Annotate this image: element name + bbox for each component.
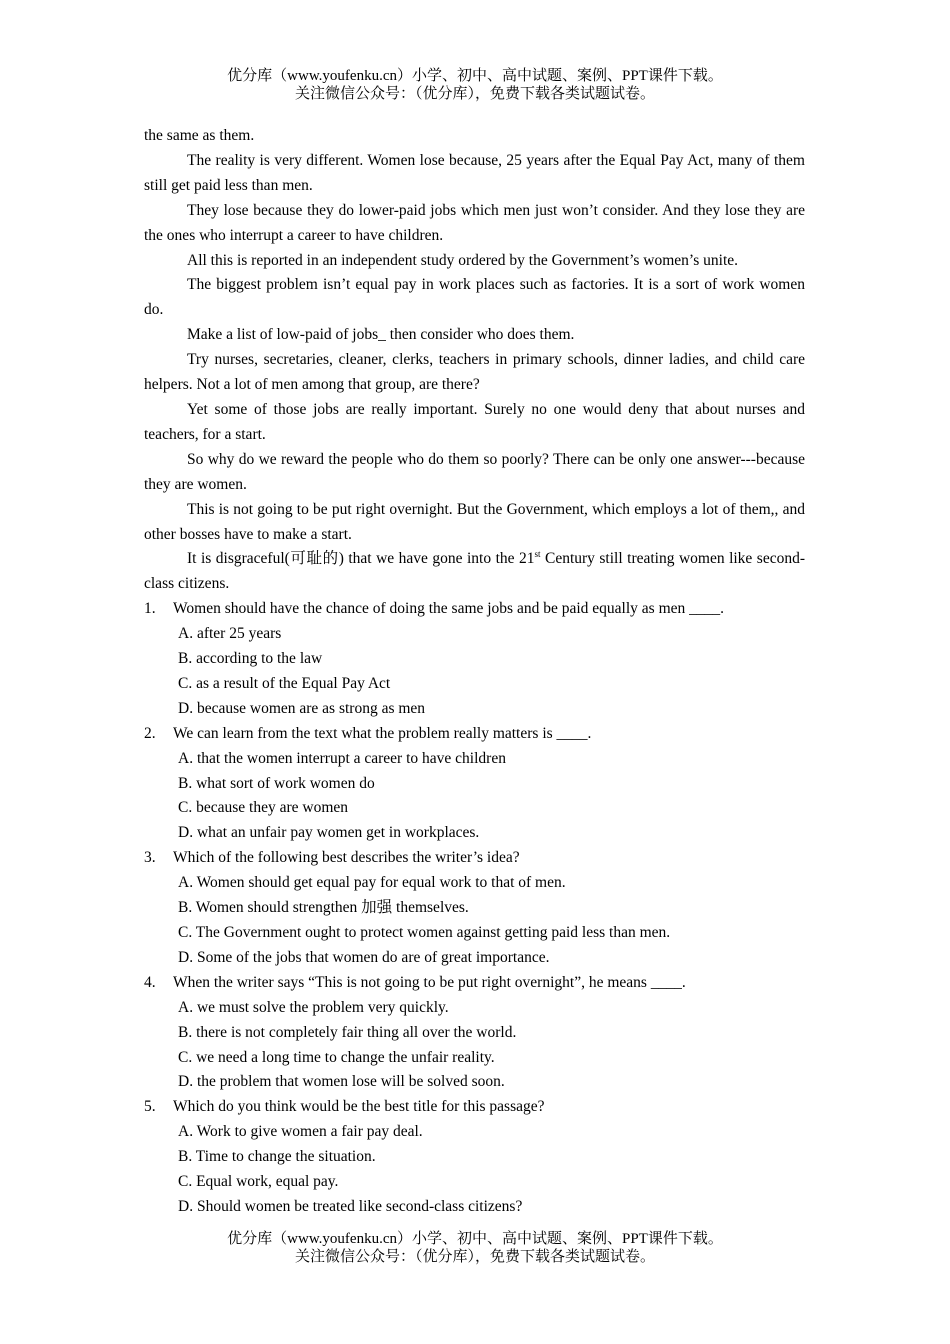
question-5 [144,1095,805,1220]
header-line-1: 优分库（www.youfenku.cn）小学、初中、高中试题、案例、PPT课件下载。 [227,68,723,84]
option-b: B. Time to change the situation. [178,1148,376,1166]
option-a: A. that the women interrupt a career to have children [178,749,506,767]
option-b: B. what sort of work women do [178,774,375,792]
option-c: C. we need a long time to change the unfair reality. [178,1048,495,1066]
question-number: 1. [144,600,156,618]
option-c: C. because they are women [178,799,349,817]
passage-paragraph-9: This is not going to be put right overnight. But the Government, which employs a lot of them,, and other bosses have to make a start. [144,500,805,543]
passage-paragraph-8: So why do we reward the people who do them so poorly? There can be only one answer---because they are women. [144,450,805,493]
option-d: D. the problem that women lose will be solved soon. [178,1073,505,1091]
option-a: A. Work to give women a fair pay deal. [178,1123,423,1141]
option-c: C. The Government ought to protect women against getting paid less than men. [178,924,671,941]
footer-line-2: 关注微信公众号：（优分库），免费下载各类试题试卷。 [294,1249,655,1265]
passage-paragraph-6: Try nurses, secretaries, cleaner, clerks, teachers in primary schools, dinner ladies, and child care helpers. Not a lot of men among that group, are there? [144,351,805,394]
option-a: A. Women should get equal pay for equal work to that of men. [178,874,566,892]
option-d: D. Should women be treated like second-class citizens? [178,1197,523,1215]
question-4 [144,971,805,1096]
option-b: B. there is not completely fair thing all over the world. [178,1023,517,1041]
footer-line-1: 优分库（www.youfenku.cn）小学、初中、高中试题、案例、PPT课件下载。 [227,1231,723,1247]
question-stem: We can learn from the text what the problem really matters is ____. [173,724,592,742]
passage-paragraph-7: Yet some of those jobs are really important. Surely no one would deny that about nurses and teachers, for a start. [144,400,805,443]
option-d: D. what an unfair pay women get in workplaces. [178,824,480,842]
reading-passage [144,124,805,597]
option-a: A. we must solve the problem very quickly. [178,998,449,1016]
option-a: A. after 25 years [178,625,282,643]
question-stem: Which do you think would be the best title for this passage? [173,1098,545,1116]
question-list [144,597,805,1220]
paragraph-10-end: Century still treating women like second-class citizens. [144,550,805,593]
document-body [144,124,805,1220]
question-stem: Which of the following best describes the writer’s idea? [173,849,520,867]
passage-paragraph-2: They lose because they do lower-paid jobs which men just won’t consider. And they lose they are the ones who interrupt a career to have children. [144,201,805,244]
option-d: D. because women are as strong as men [178,699,426,717]
passage-paragraph-1: The reality is very different. Women lose because, 25 years after the Equal Pay Act, many of them still get paid less than men. [144,151,805,194]
option-d: D. Some of the jobs that women do are of great importance. [178,948,550,966]
question-number: 5. [144,1098,156,1116]
passage-paragraph-3: All this is reported in an independent study ordered by the Government’s women’s unite. [187,251,738,269]
question-2 [144,722,805,847]
option-c: C. Equal work, equal pay. [178,1173,339,1191]
question-stem: When the writer says “This is not going to be put right overnight”, he means ____. [173,973,686,991]
page-header [0,67,950,103]
question-number: 4. [144,973,156,991]
passage-paragraph-4: The biggest problem isn’t equal pay in work places such as factories. It is a sort of work women do. [144,276,805,319]
paragraph-10-start: It is disgraceful(可耻的) that we have gone into the 21 [187,550,535,568]
question-stem: Women should have the chance of doing the same jobs and be paid equally as men ____. [173,600,725,618]
question-number: 2. [144,724,156,742]
question-1 [144,597,805,722]
option-c: C. as a result of the Equal Pay Act [178,674,391,692]
option-b: B. according to the law [178,650,323,668]
question-number: 3. [144,849,156,867]
ordinal-superscript: st [534,549,541,560]
passage-paragraph-0: the same as them. [144,127,255,144]
option-b: B. Women should strengthen 加强 themselves. [178,899,469,917]
page-footer [0,1230,950,1266]
header-line-2: 关注微信公众号：（优分库），免费下载各类试题试卷。 [294,86,655,102]
question-3 [144,846,805,971]
passage-paragraph-5: Make a list of low-paid of jobs_ then consider who does them. [187,326,575,344]
passage-paragraph-10 [144,547,805,597]
